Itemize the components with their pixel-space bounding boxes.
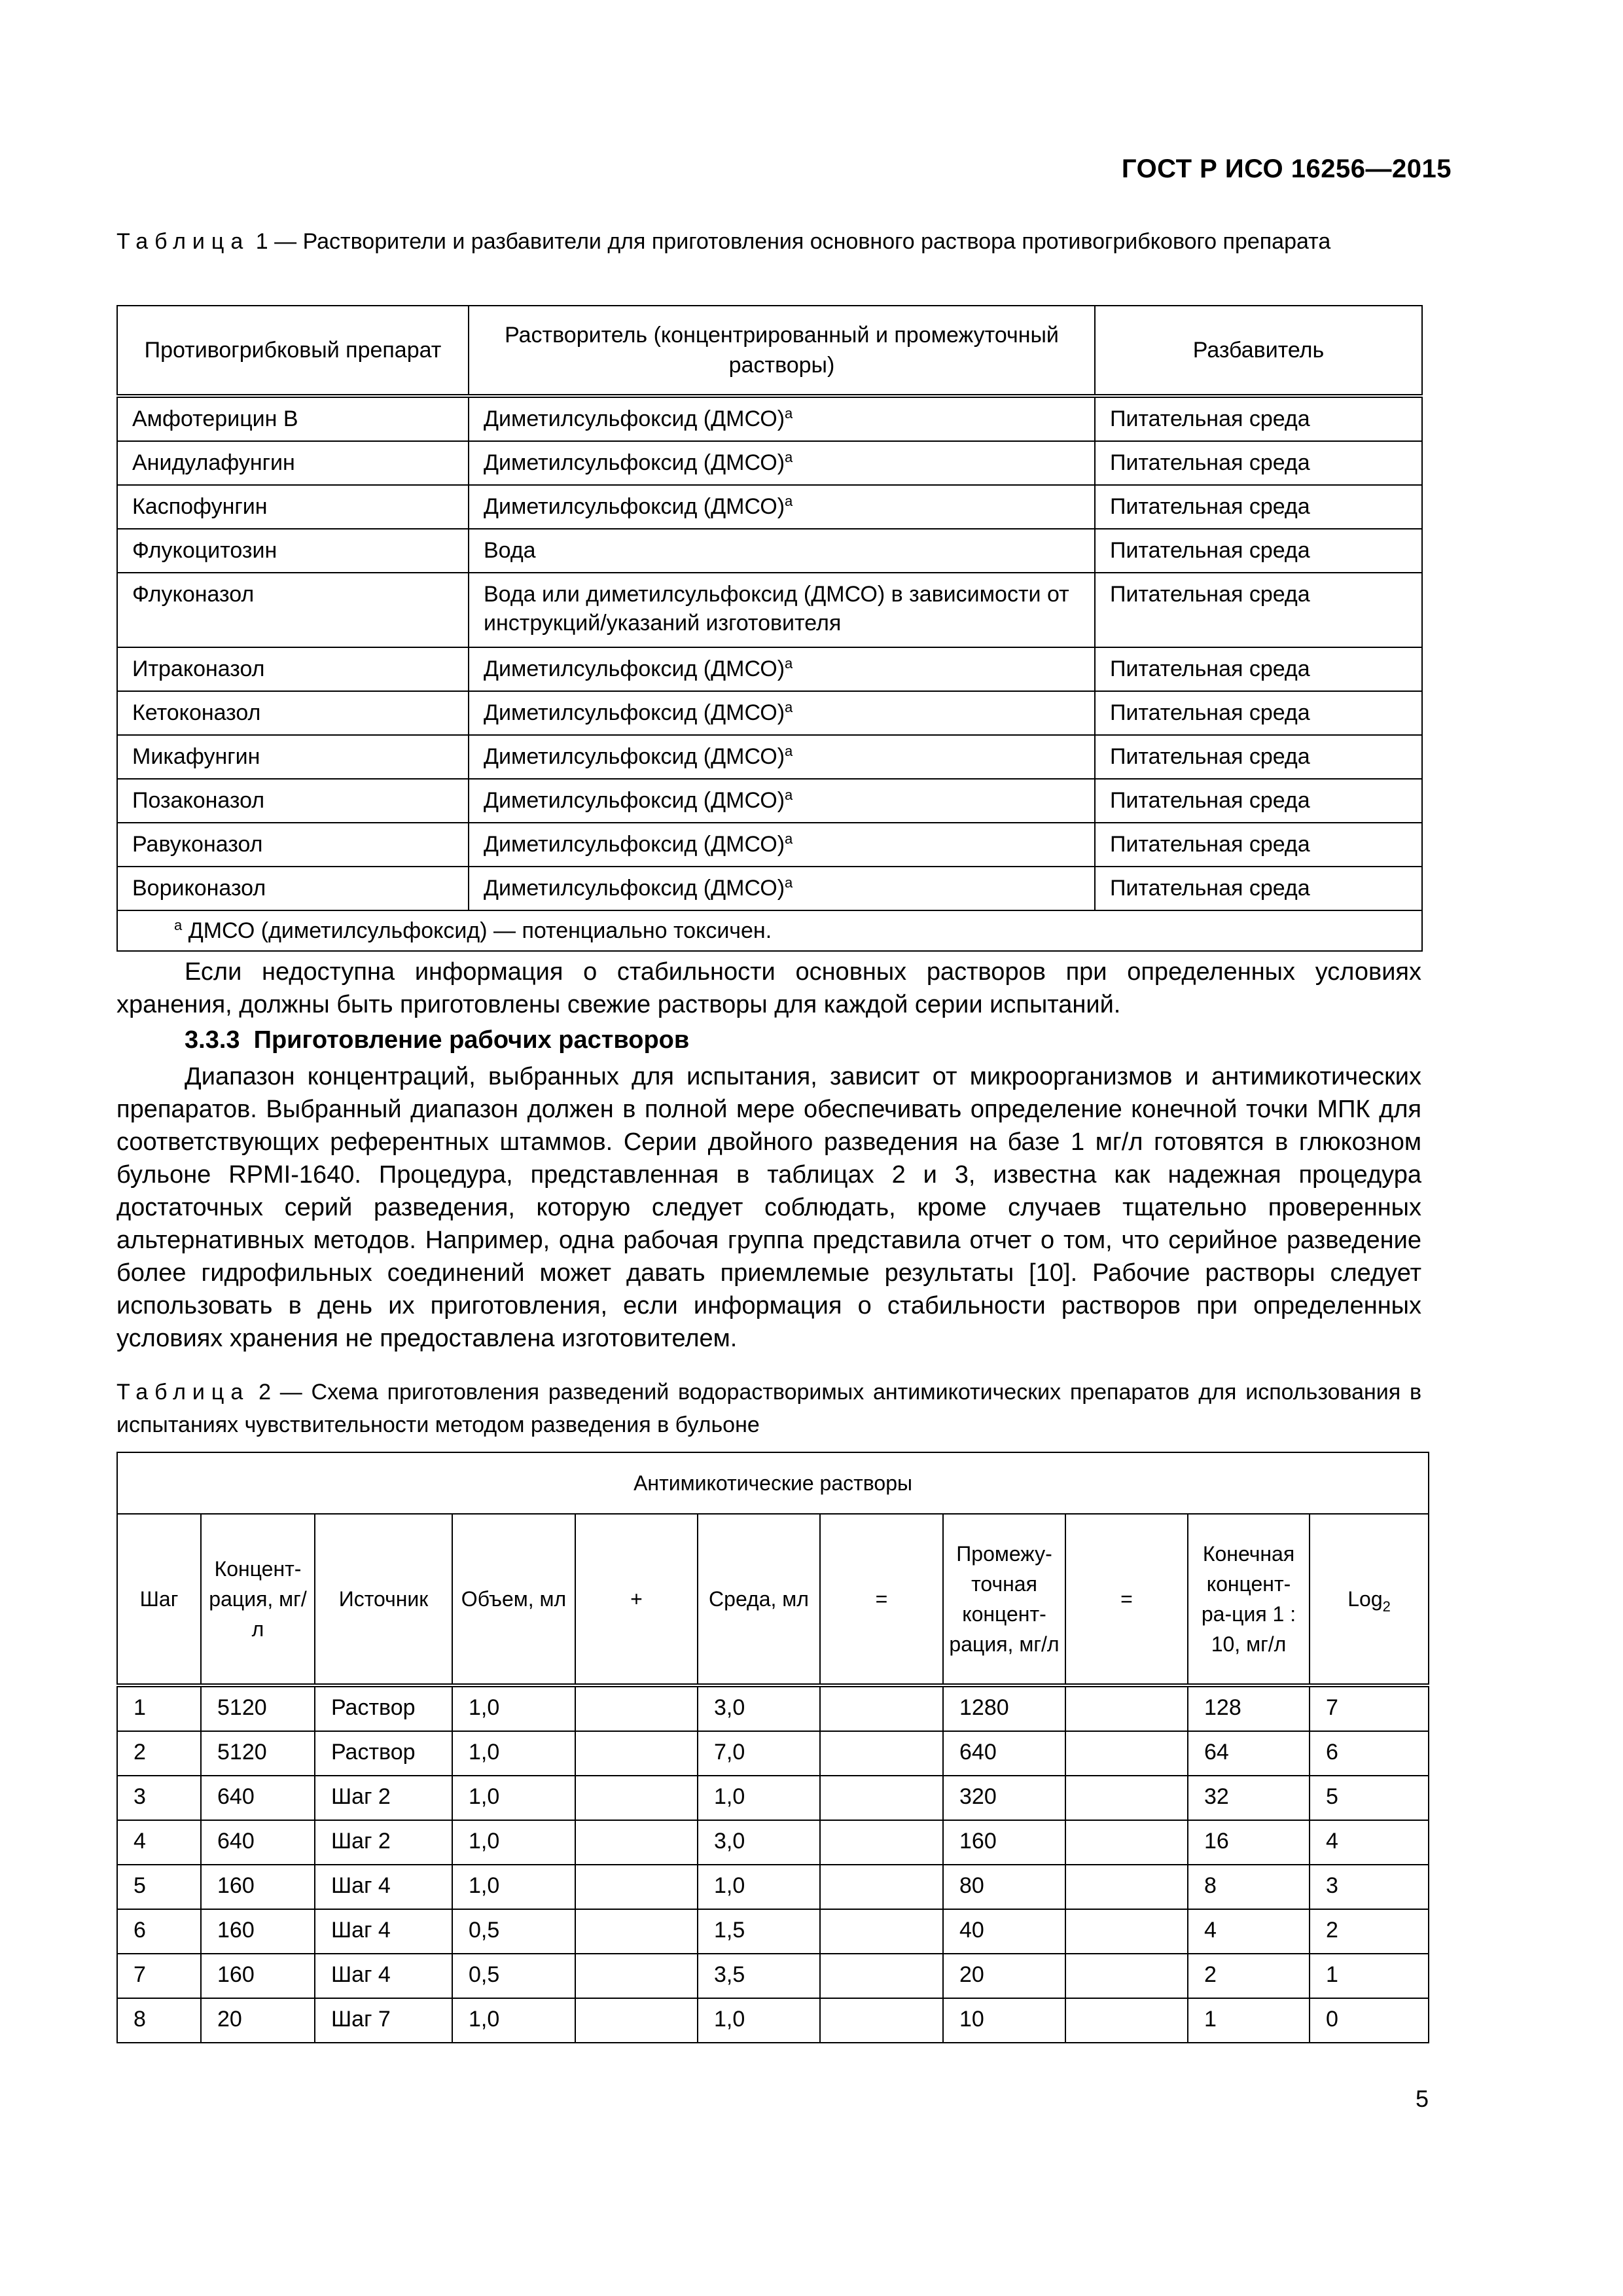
table1-footnote: $^a$ ДМСО (диметилсульфоксид) — потенциально токсичен. (117, 910, 1422, 951)
footnote-ref: a (785, 787, 793, 803)
footnote-ref: a (785, 405, 793, 422)
conc-cell: 160 (201, 1909, 315, 1954)
equals-cell (820, 1865, 943, 1909)
source-cell: Шаг 7 (315, 1998, 452, 2043)
table-row (117, 647, 1422, 691)
col-equals-2: = (1065, 1514, 1188, 1685)
drug-cell: Микафунгин (117, 735, 469, 779)
footnote-ref: a (785, 493, 793, 509)
conc-cell: 160 (201, 1865, 315, 1909)
diluent-cell: Питательная среда (1095, 529, 1422, 573)
volume-cell: 1,0 (452, 1820, 575, 1865)
table-row (117, 1909, 1429, 1954)
table-row (117, 1865, 1429, 1909)
col-step: Шаг (117, 1514, 201, 1685)
solvent-cell: Диметилсульфоксид (ДМСО)$^a$ (469, 779, 1095, 823)
table2-caption-text: — Схема приготовления разведений водорастворимых антимикотических препаратов для использования в испытаниях чувствительности методом разведения в бульоне (116, 1380, 1422, 1437)
table2-caption-number: 2 (259, 1380, 271, 1405)
footnote-ref: a (785, 831, 793, 847)
drug-cell: Вориконазол (117, 867, 469, 910)
table-row (117, 485, 1422, 529)
table1-header-row (117, 306, 1422, 396)
table1-footnote-row (117, 910, 1422, 951)
equals-cell (1065, 1685, 1188, 1731)
solvent-cell: Диметилсульфоксид (ДМСО)$^a$ (469, 647, 1095, 691)
section-title: Приготовление рабочих растворов (253, 1026, 690, 1054)
conc-cell: 160 (201, 1954, 315, 1998)
solvent-cell: Диметилсульфоксид (ДМСО)$^a$ (469, 823, 1095, 867)
conc-cell: 5120 (201, 1685, 315, 1731)
final-cell: 128 (1188, 1685, 1310, 1731)
conc-cell: 640 (201, 1776, 315, 1820)
final-cell: 4 (1188, 1909, 1310, 1954)
plus-cell (575, 1954, 698, 1998)
volume-cell: 0,5 (452, 1954, 575, 1998)
diluent-cell: Питательная среда (1095, 396, 1422, 441)
table1-caption-label: Таблица (116, 229, 250, 254)
drug-cell: Итраконазол (117, 647, 469, 691)
col-final: Конечная концент-ра-ция 1 : 10, мг/л (1188, 1514, 1310, 1685)
plus-cell (575, 1731, 698, 1776)
plus-cell (575, 1998, 698, 2043)
equals-cell (1065, 1776, 1188, 1820)
table1-col-solvent: Растворитель (концентрированный и промежуточный растворы) (469, 306, 1095, 396)
solvent-cell: Диметилсульфоксид (ДМСО)$^a$ (469, 441, 1095, 485)
step-cell: 8 (117, 1998, 201, 2043)
equals-cell (820, 1909, 943, 1954)
equals-cell (1065, 1998, 1188, 2043)
intermediate-cell: 640 (943, 1731, 1065, 1776)
source-cell: Шаг 4 (315, 1909, 452, 1954)
equals-cell (1065, 1820, 1188, 1865)
volume-cell: 1,0 (452, 1731, 575, 1776)
table-row (117, 779, 1422, 823)
table-row (117, 529, 1422, 573)
final-cell: 1 (1188, 1998, 1310, 2043)
table1-col-diluent: Разбавитель (1095, 306, 1422, 396)
table1-solvents (116, 305, 1423, 952)
source-cell: Раствор (315, 1685, 452, 1731)
table2-dilutions (116, 1452, 1429, 2043)
equals-cell (820, 1998, 943, 2043)
section-number: 3.3.3 (185, 1026, 240, 1054)
table-row (117, 396, 1422, 441)
table-row (117, 1820, 1429, 1865)
footnote-ref: a (785, 449, 793, 465)
diluent-cell: Питательная среда (1095, 867, 1422, 910)
plus-cell (575, 1685, 698, 1731)
col-log2: Log$_2$ (1310, 1514, 1429, 1685)
log2-cell: 0 (1310, 1998, 1429, 2043)
step-cell: 7 (117, 1954, 201, 1998)
footnote-ref: a (785, 655, 793, 672)
intermediate-cell: 40 (943, 1909, 1065, 1954)
step-cell: 5 (117, 1865, 201, 1909)
diluent-cell: Питательная среда (1095, 441, 1422, 485)
medium-cell: 1,0 (698, 1865, 820, 1909)
medium-cell: 1,5 (698, 1909, 820, 1954)
equals-cell (820, 1776, 943, 1820)
plus-cell (575, 1776, 698, 1820)
table-row (117, 1998, 1429, 2043)
col-equals-1: = (820, 1514, 943, 1685)
conc-cell: 20 (201, 1998, 315, 2043)
log2-cell: 2 (1310, 1909, 1429, 1954)
equals-cell (820, 1731, 943, 1776)
drug-cell: Позаконазол (117, 779, 469, 823)
standard-id-header: ГОСТ Р ИСО 16256—2015 (1121, 154, 1452, 183)
table-row (117, 1954, 1429, 1998)
table-row (117, 867, 1422, 910)
table-row (117, 1776, 1429, 1820)
source-cell: Шаг 4 (315, 1865, 452, 1909)
solvent-cell: Диметилсульфоксид (ДМСО)$^a$ (469, 691, 1095, 735)
drug-cell: Каспофунгин (117, 485, 469, 529)
final-cell: 8 (1188, 1865, 1310, 1909)
intermediate-cell: 80 (943, 1865, 1065, 1909)
medium-cell: 1,0 (698, 1776, 820, 1820)
log2-cell: 3 (1310, 1865, 1429, 1909)
plus-cell (575, 1865, 698, 1909)
footnote-ref: a (785, 699, 793, 715)
solvent-cell: Диметилсульфоксид (ДМСО)$^a$ (469, 485, 1095, 529)
table1-col-drug: Противогрибковый препарат (117, 306, 469, 396)
source-cell: Шаг 2 (315, 1776, 452, 1820)
log2-cell: 1 (1310, 1954, 1429, 1998)
diluent-cell: Питательная среда (1095, 647, 1422, 691)
equals-cell (820, 1685, 943, 1731)
equals-cell (820, 1820, 943, 1865)
drug-cell: Анидулафунгин (117, 441, 469, 485)
section-heading (185, 1026, 689, 1054)
paragraph-working-solutions: Диапазон концентраций, выбранных для испытания, зависит от микроорганизмов и антимикотических препаратов. Выбранный диапазон должен в полной мере обеспечивать определение конечной точки МПК для соответствующих референтных штаммов. Серии двойного разведения на базе 1 мг/л готовятся в глюкозном бульоне RPMI-1640. Процедура, представленная в таблицах 2 и 3, известна как надежная процедура достаточных серий разведения, которую следует соблюдать, кроме случаев тщательно проверенных альтернативных методов. Например, одна рабочая группа представила отчет о том, что серийное разведение более гидрофильных соединений может давать приемлемые результаты [10]. Рабочие растворы следует использовать в день их приготовления, если информация о стабильности растворов при определенных условиях хранения не предоставлена изготовителем. (116, 1063, 1421, 1352)
conc-cell: 640 (201, 1820, 315, 1865)
source-cell: Шаг 4 (315, 1954, 452, 1998)
step-cell: 6 (117, 1909, 201, 1954)
equals-cell (1065, 1954, 1188, 1998)
col-medium: Среда, мл (698, 1514, 820, 1685)
drug-cell: Равуконазол (117, 823, 469, 867)
equals-cell (1065, 1731, 1188, 1776)
step-cell: 2 (117, 1731, 201, 1776)
source-cell: Раствор (315, 1731, 452, 1776)
step-cell: 3 (117, 1776, 201, 1820)
diluent-cell: Питательная среда (1095, 779, 1422, 823)
table-row (117, 1731, 1429, 1776)
diluent-cell: Питательная среда (1095, 573, 1422, 647)
solvent-cell: Диметилсульфоксид (ДМСО)$^a$ (469, 735, 1095, 779)
table2-caption (116, 1376, 1421, 1441)
solvent-cell: Вода (469, 529, 1095, 573)
log2-cell: 4 (1310, 1820, 1429, 1865)
col-intermediate: Промежу-точная концент-рация, мг/л (943, 1514, 1065, 1685)
medium-cell: 3,0 (698, 1820, 820, 1865)
intermediate-cell: 160 (943, 1820, 1065, 1865)
intermediate-cell: 20 (943, 1954, 1065, 1998)
footnote-ref: a (785, 743, 793, 759)
table-row (117, 441, 1422, 485)
intermediate-cell: 1280 (943, 1685, 1065, 1731)
diluent-cell: Питательная среда (1095, 823, 1422, 867)
medium-cell: 7,0 (698, 1731, 820, 1776)
diluent-cell: Питательная среда (1095, 735, 1422, 779)
final-cell: 16 (1188, 1820, 1310, 1865)
intermediate-cell: 320 (943, 1776, 1065, 1820)
volume-cell: 1,0 (452, 1685, 575, 1731)
solvent-cell: Вода или диметилсульфоксид (ДМСО) в зависимости от инструкций/указаний изготовителя (469, 573, 1095, 647)
equals-cell (820, 1954, 943, 1998)
footnote-ref: a (785, 874, 793, 891)
solvent-cell: Диметилсульфоксид (ДМСО)$^a$ (469, 396, 1095, 441)
conc-cell: 5120 (201, 1731, 315, 1776)
table1-caption-number: 1 (255, 229, 268, 254)
table1-caption (116, 225, 1421, 258)
plus-cell (575, 1909, 698, 1954)
final-cell: 2 (1188, 1954, 1310, 1998)
equals-cell (1065, 1865, 1188, 1909)
table2-group-header-row (117, 1452, 1429, 1514)
table-row (117, 1685, 1429, 1731)
volume-cell: 1,0 (452, 1865, 575, 1909)
table-row (117, 573, 1422, 647)
volume-cell: 1,0 (452, 1998, 575, 2043)
drug-cell: Флукоцитозин (117, 529, 469, 573)
solvent-cell: Диметилсульфоксид (ДМСО)$^a$ (469, 867, 1095, 910)
final-cell: 32 (1188, 1776, 1310, 1820)
col-plus: + (575, 1514, 698, 1685)
medium-cell: 3,0 (698, 1685, 820, 1731)
final-cell: 64 (1188, 1731, 1310, 1776)
medium-cell: 1,0 (698, 1998, 820, 2043)
col-concentration: Концент-рация, мг/л (201, 1514, 315, 1685)
step-cell: 1 (117, 1685, 201, 1731)
source-cell: Шаг 2 (315, 1820, 452, 1865)
diluent-cell: Питательная среда (1095, 485, 1422, 529)
drug-cell: Амфотерицин В (117, 396, 469, 441)
log2-cell: 6 (1310, 1731, 1429, 1776)
plus-cell (575, 1820, 698, 1865)
col-source: Источник (315, 1514, 452, 1685)
table1-caption-text: — Растворители и разбавители для приготовления основного раствора противогрибкового препарата (274, 229, 1331, 254)
drug-cell: Флуконазол (117, 573, 469, 647)
table-row (117, 823, 1422, 867)
table2-group-header: Антимикотические растворы (117, 1452, 1429, 1514)
table-row (117, 691, 1422, 735)
log2-cell: 7 (1310, 1685, 1429, 1731)
volume-cell: 0,5 (452, 1909, 575, 1954)
drug-cell: Кетоконазол (117, 691, 469, 735)
paragraph-stability: Если недоступна информация о стабильности основных растворов при определенных условиях хранения, должны быть приготовлены свежие растворы для каждой серии испытаний. (116, 958, 1421, 1018)
intermediate-cell: 10 (943, 1998, 1065, 2043)
equals-cell (1065, 1909, 1188, 1954)
table-row (117, 735, 1422, 779)
diluent-cell: Питательная среда (1095, 691, 1422, 735)
medium-cell: 3,5 (698, 1954, 820, 1998)
step-cell: 4 (117, 1820, 201, 1865)
table2-header-row (117, 1514, 1429, 1685)
log2-cell: 5 (1310, 1776, 1429, 1820)
col-volume: Объем, мл (452, 1514, 575, 1685)
volume-cell: 1,0 (452, 1776, 575, 1820)
page-number: 5 (1416, 2085, 1429, 2112)
table2-caption-label: Таблица (116, 1380, 250, 1405)
